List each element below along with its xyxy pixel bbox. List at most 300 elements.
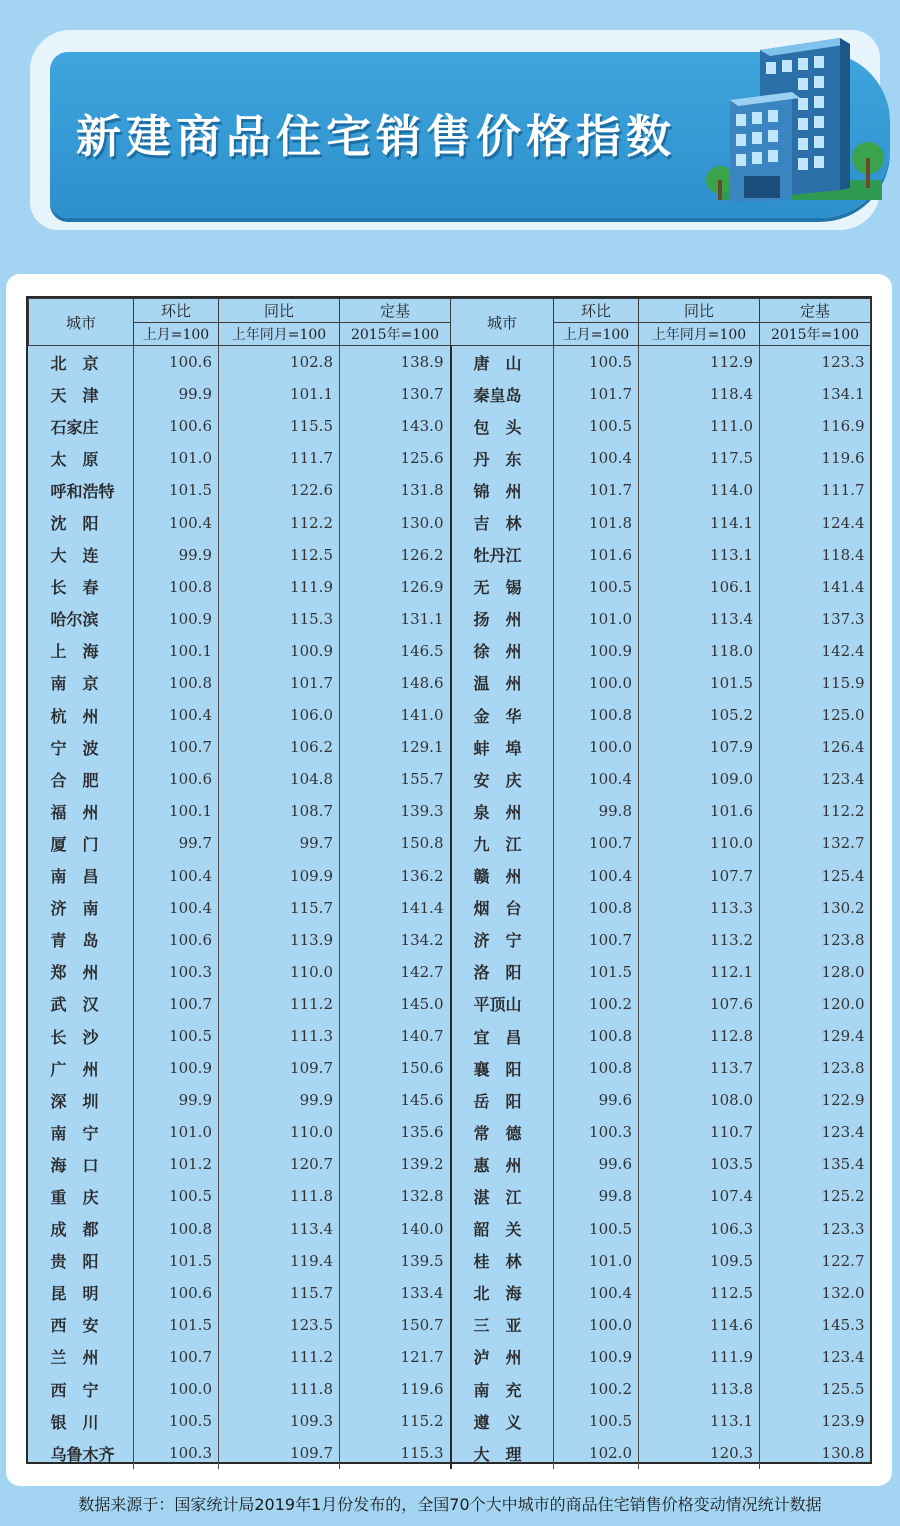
fixed-cell: 141.4 [760, 571, 871, 603]
mom-cell: 100.2 [554, 1373, 639, 1405]
yoy-cell: 113.8 [639, 1373, 760, 1405]
yoy-cell: 114.1 [639, 506, 760, 538]
yoy-cell: 113.2 [639, 924, 760, 956]
yoy-cell: 108.7 [219, 795, 340, 827]
yoy-cell: 107.9 [639, 731, 760, 763]
city-cell: 赣 州 [451, 860, 554, 892]
yoy-cell: 109.0 [639, 763, 760, 795]
price-index-table-frame [26, 296, 872, 1464]
mom-cell: 100.8 [134, 1213, 219, 1245]
yoy-cell: 122.6 [219, 474, 340, 506]
city-cell: 锦 州 [451, 474, 554, 506]
col-header-fixed-right: 定基 [760, 299, 871, 323]
fixed-cell: 123.8 [760, 924, 871, 956]
table-panel [6, 274, 892, 1486]
city-cell: 扬 州 [451, 603, 554, 635]
city-cell: 安 庆 [451, 763, 554, 795]
fixed-cell: 125.4 [760, 860, 871, 892]
city-cell: 银 川 [50, 1412, 99, 1432]
city-cell: 长 沙 [50, 1027, 99, 1047]
mom-cell: 100.4 [554, 1277, 639, 1309]
yoy-cell: 111.9 [219, 571, 340, 603]
city-cell: 贵 阳 [50, 1252, 99, 1272]
fixed-cell: 150.8 [340, 827, 451, 859]
table-row [29, 1116, 871, 1148]
col-subheader-mom-left: 上月=100 [134, 323, 219, 346]
fixed-cell: 138.9 [340, 346, 451, 379]
table-row [29, 539, 871, 571]
fixed-cell: 123.4 [760, 1341, 871, 1373]
city-cell: 秦皇岛 [451, 378, 554, 410]
table-row [29, 956, 871, 988]
fixed-cell: 115.2 [340, 1405, 451, 1437]
city-cell: 丹 东 [451, 442, 554, 474]
city-cell: 牡丹江 [451, 539, 554, 571]
fixed-cell: 130.0 [340, 506, 451, 538]
mom-cell: 100.4 [554, 860, 639, 892]
mom-cell: 99.6 [554, 1084, 639, 1116]
city-cell: 西 安 [50, 1316, 99, 1336]
yoy-cell: 101.1 [219, 378, 340, 410]
col-header-mom-left: 环比 [134, 299, 219, 323]
fixed-cell: 123.4 [760, 763, 871, 795]
city-cell: 韶 关 [451, 1213, 554, 1245]
yoy-cell: 106.0 [219, 699, 340, 731]
mom-cell: 101.5 [134, 1245, 219, 1277]
fixed-cell: 140.7 [340, 1020, 451, 1052]
city-cell: 石家庄 [50, 417, 99, 437]
fixed-cell: 142.4 [760, 635, 871, 667]
yoy-cell: 104.8 [219, 763, 340, 795]
yoy-cell: 113.7 [639, 1052, 760, 1084]
yoy-cell: 99.9 [219, 1084, 340, 1116]
city-cell: 大 理 [451, 1437, 554, 1469]
col-subheader-fixed-right: 2015年=100 [760, 323, 871, 346]
mom-cell: 101.2 [134, 1148, 219, 1180]
table-row [29, 731, 871, 763]
mom-cell: 101.7 [554, 474, 639, 506]
fixed-cell: 139.3 [340, 795, 451, 827]
city-cell: 太 原 [50, 449, 99, 469]
city-cell: 南 昌 [50, 867, 99, 887]
mom-cell: 100.0 [134, 1373, 219, 1405]
yoy-cell: 109.7 [219, 1052, 340, 1084]
fixed-cell: 143.0 [340, 410, 451, 442]
city-cell: 成 都 [50, 1220, 99, 1240]
table-row [29, 1052, 871, 1084]
city-cell: 平顶山 [451, 988, 554, 1020]
city-cell: 宜 昌 [451, 1020, 554, 1052]
fixed-cell: 146.5 [340, 635, 451, 667]
mom-cell: 100.5 [554, 410, 639, 442]
yoy-cell: 111.2 [219, 988, 340, 1020]
fixed-cell: 131.1 [340, 603, 451, 635]
table-row [29, 1213, 871, 1245]
yoy-cell: 120.7 [219, 1148, 340, 1180]
table-row [29, 346, 871, 379]
city-cell: 海 口 [50, 1155, 99, 1175]
table-row [29, 924, 871, 956]
fixed-cell: 150.6 [340, 1052, 451, 1084]
yoy-cell: 114.6 [639, 1309, 760, 1341]
city-cell: 南 京 [50, 674, 99, 694]
mom-cell: 100.9 [554, 635, 639, 667]
fixed-cell: 132.0 [760, 1277, 871, 1309]
city-cell: 合 肥 [50, 770, 99, 790]
city-cell: 乌鲁木齐 [50, 1444, 115, 1464]
city-cell: 烟 台 [451, 892, 554, 924]
city-cell: 岳 阳 [451, 1084, 554, 1116]
table-row [29, 1084, 871, 1116]
yoy-cell: 117.5 [639, 442, 760, 474]
yoy-cell: 115.7 [219, 892, 340, 924]
yoy-cell: 118.0 [639, 635, 760, 667]
fixed-cell: 126.9 [340, 571, 451, 603]
city-cell: 吉 林 [451, 506, 554, 538]
table-row [29, 603, 871, 635]
city-cell: 南 充 [451, 1373, 554, 1405]
table-row [29, 1309, 871, 1341]
mom-cell: 100.3 [554, 1116, 639, 1148]
mom-cell: 100.4 [134, 699, 219, 731]
mom-cell: 100.0 [554, 731, 639, 763]
city-cell: 青 岛 [50, 931, 99, 951]
col-subheader-yoy-left: 上年同月=100 [219, 323, 340, 346]
city-cell: 洛 阳 [451, 956, 554, 988]
yoy-cell: 113.4 [639, 603, 760, 635]
mom-cell: 100.8 [134, 667, 219, 699]
fixed-cell: 135.6 [340, 1116, 451, 1148]
yoy-cell: 109.3 [219, 1405, 340, 1437]
col-header-mom-right: 环比 [554, 299, 639, 323]
building-icon [700, 30, 890, 220]
table-row [29, 795, 871, 827]
city-cell: 包 头 [451, 410, 554, 442]
mom-cell: 100.4 [134, 892, 219, 924]
mom-cell: 101.0 [554, 603, 639, 635]
fixed-cell: 134.1 [760, 378, 871, 410]
table-row [29, 506, 871, 538]
city-cell: 呼和浩特 [50, 481, 115, 501]
fixed-cell: 142.7 [340, 956, 451, 988]
yoy-cell: 113.4 [219, 1213, 340, 1245]
yoy-cell: 103.5 [639, 1148, 760, 1180]
mom-cell: 100.0 [554, 667, 639, 699]
fixed-cell: 129.4 [760, 1020, 871, 1052]
mom-cell: 99.8 [554, 1180, 639, 1212]
table-row [29, 699, 871, 731]
city-cell: 昆 明 [50, 1284, 99, 1304]
table-row [29, 827, 871, 859]
city-cell: 惠 州 [451, 1148, 554, 1180]
table-row [29, 1341, 871, 1373]
col-header-city-right: 城市 [451, 299, 554, 346]
yoy-cell: 120.3 [639, 1437, 760, 1469]
fixed-cell: 131.8 [340, 474, 451, 506]
mom-cell: 99.8 [554, 795, 639, 827]
table-row [29, 988, 871, 1020]
mom-cell: 100.8 [554, 1020, 639, 1052]
fixed-cell: 116.9 [760, 410, 871, 442]
mom-cell: 100.7 [554, 827, 639, 859]
fixed-cell: 125.2 [760, 1180, 871, 1212]
fixed-cell: 123.3 [760, 1213, 871, 1245]
col-header-fixed-left: 定基 [340, 299, 451, 323]
fixed-cell: 123.9 [760, 1405, 871, 1437]
yoy-cell: 113.3 [639, 892, 760, 924]
city-cell: 蚌 埠 [451, 731, 554, 763]
mom-cell: 100.6 [134, 763, 219, 795]
yoy-cell: 119.4 [219, 1245, 340, 1277]
yoy-cell: 102.8 [219, 346, 340, 379]
col-subheader-fixed-left: 2015年=100 [340, 323, 451, 346]
yoy-cell: 109.7 [219, 1437, 340, 1469]
fixed-cell: 130.8 [760, 1437, 871, 1469]
fixed-cell: 145.0 [340, 988, 451, 1020]
city-cell: 武 汉 [50, 995, 99, 1015]
table-row [29, 667, 871, 699]
city-cell: 上 海 [50, 642, 99, 662]
table-row [29, 474, 871, 506]
table-row [29, 1277, 871, 1309]
yoy-cell: 112.9 [639, 346, 760, 379]
yoy-cell: 107.7 [639, 860, 760, 892]
mom-cell: 99.9 [134, 1084, 219, 1116]
col-header-yoy-left: 同比 [219, 299, 340, 323]
city-cell: 桂 林 [451, 1245, 554, 1277]
col-subheader-mom-right: 上月=100 [554, 323, 639, 346]
city-cell: 重 庆 [50, 1187, 99, 1207]
mom-cell: 100.5 [554, 571, 639, 603]
yoy-cell: 101.6 [639, 795, 760, 827]
fixed-cell: 125.0 [760, 699, 871, 731]
mom-cell: 101.5 [554, 956, 639, 988]
fixed-cell: 150.7 [340, 1309, 451, 1341]
table-row [29, 571, 871, 603]
mom-cell: 99.9 [134, 539, 219, 571]
col-header-city-left: 城市 [29, 299, 134, 346]
mom-cell: 100.7 [134, 988, 219, 1020]
mom-cell: 100.6 [134, 410, 219, 442]
fixed-cell: 123.8 [760, 1052, 871, 1084]
city-cell: 湛 江 [451, 1180, 554, 1212]
fixed-cell: 135.4 [760, 1148, 871, 1180]
mom-cell: 101.0 [554, 1245, 639, 1277]
yoy-cell: 113.1 [639, 539, 760, 571]
table-row [29, 1148, 871, 1180]
fixed-cell: 121.7 [340, 1341, 451, 1373]
yoy-cell: 101.7 [219, 667, 340, 699]
yoy-cell: 112.1 [639, 956, 760, 988]
fixed-cell: 119.6 [340, 1373, 451, 1405]
mom-cell: 102.0 [554, 1437, 639, 1469]
mom-cell: 100.9 [554, 1341, 639, 1373]
fixed-cell: 134.2 [340, 924, 451, 956]
mom-cell: 100.0 [554, 1309, 639, 1341]
yoy-cell: 123.5 [219, 1309, 340, 1341]
city-cell: 襄 阳 [451, 1052, 554, 1084]
yoy-cell: 112.2 [219, 506, 340, 538]
fixed-cell: 130.2 [760, 892, 871, 924]
city-cell: 西 宁 [50, 1380, 99, 1400]
fixed-cell: 140.0 [340, 1213, 451, 1245]
fixed-cell: 122.9 [760, 1084, 871, 1116]
mom-cell: 100.3 [134, 956, 219, 988]
yoy-cell: 111.3 [219, 1020, 340, 1052]
yoy-cell: 107.6 [639, 988, 760, 1020]
fixed-cell: 126.4 [760, 731, 871, 763]
yoy-cell: 118.4 [639, 378, 760, 410]
mom-cell: 100.8 [554, 1052, 639, 1084]
yoy-cell: 111.8 [219, 1180, 340, 1212]
city-cell: 福 州 [50, 802, 99, 822]
fixed-cell: 129.1 [340, 731, 451, 763]
yoy-cell: 111.0 [639, 410, 760, 442]
fixed-cell: 137.3 [760, 603, 871, 635]
fixed-cell: 125.6 [340, 442, 451, 474]
city-cell: 三 亚 [451, 1309, 554, 1341]
city-cell: 唐 山 [451, 346, 554, 379]
mom-cell: 99.9 [134, 378, 219, 410]
fixed-cell: 132.8 [340, 1180, 451, 1212]
table-row [29, 378, 871, 410]
price-index-table [28, 298, 871, 1469]
city-cell: 广 州 [50, 1059, 99, 1079]
mom-cell: 100.4 [554, 442, 639, 474]
fixed-cell: 130.7 [340, 378, 451, 410]
city-cell: 无 锡 [451, 571, 554, 603]
mom-cell: 100.5 [134, 1180, 219, 1212]
yoy-cell: 110.0 [219, 956, 340, 988]
table-row [29, 442, 871, 474]
city-cell: 沈 阳 [50, 514, 99, 534]
fixed-cell: 123.3 [760, 346, 871, 379]
yoy-cell: 111.8 [219, 1373, 340, 1405]
yoy-cell: 112.5 [639, 1277, 760, 1309]
yoy-cell: 115.5 [219, 410, 340, 442]
table-row [29, 410, 871, 442]
mom-cell: 100.3 [134, 1437, 219, 1469]
fixed-cell: 119.6 [760, 442, 871, 474]
yoy-cell: 113.9 [219, 924, 340, 956]
city-cell: 厦 门 [50, 834, 99, 854]
fixed-cell: 139.5 [340, 1245, 451, 1277]
fixed-cell: 115.9 [760, 667, 871, 699]
fixed-cell: 122.7 [760, 1245, 871, 1277]
mom-cell: 100.1 [134, 635, 219, 667]
table-row [29, 892, 871, 924]
mom-cell: 100.4 [134, 506, 219, 538]
mom-cell: 100.6 [134, 924, 219, 956]
city-cell: 天 津 [50, 385, 99, 405]
city-cell: 济 宁 [451, 924, 554, 956]
fixed-cell: 111.7 [760, 474, 871, 506]
fixed-cell: 145.6 [340, 1084, 451, 1116]
yoy-cell: 111.9 [639, 1341, 760, 1373]
city-cell: 兰 州 [50, 1348, 99, 1368]
yoy-cell: 109.5 [639, 1245, 760, 1277]
city-cell: 徐 州 [451, 635, 554, 667]
fixed-cell: 112.2 [760, 795, 871, 827]
fixed-cell: 128.0 [760, 956, 871, 988]
mom-cell: 101.6 [554, 539, 639, 571]
fixed-cell: 125.5 [760, 1373, 871, 1405]
city-cell: 常 德 [451, 1116, 554, 1148]
mom-cell: 100.7 [134, 1341, 219, 1373]
table-row [29, 860, 871, 892]
fixed-cell: 132.7 [760, 827, 871, 859]
yoy-cell: 99.7 [219, 827, 340, 859]
city-cell: 北 海 [451, 1277, 554, 1309]
fixed-cell: 155.7 [340, 763, 451, 795]
fixed-cell: 115.3 [340, 1437, 451, 1469]
mom-cell: 100.2 [554, 988, 639, 1020]
yoy-cell: 110.0 [639, 827, 760, 859]
table-row [29, 1180, 871, 1212]
fixed-cell: 139.2 [340, 1148, 451, 1180]
city-cell: 郑 州 [50, 963, 99, 983]
fixed-cell: 124.4 [760, 506, 871, 538]
mom-cell: 101.8 [554, 506, 639, 538]
yoy-cell: 111.2 [219, 1341, 340, 1373]
city-cell: 哈尔滨 [50, 610, 99, 630]
yoy-cell: 106.1 [639, 571, 760, 603]
yoy-cell: 113.1 [639, 1405, 760, 1437]
mom-cell: 101.5 [134, 1309, 219, 1341]
yoy-cell: 101.5 [639, 667, 760, 699]
mom-cell: 100.5 [134, 1020, 219, 1052]
fixed-cell: 145.3 [760, 1309, 871, 1341]
mom-cell: 100.6 [134, 1277, 219, 1309]
table-row [29, 1020, 871, 1052]
mom-cell: 100.4 [554, 763, 639, 795]
yoy-cell: 108.0 [639, 1084, 760, 1116]
city-cell: 大 连 [50, 546, 99, 566]
yoy-cell: 110.0 [219, 1116, 340, 1148]
yoy-cell: 107.4 [639, 1180, 760, 1212]
table-row [29, 1245, 871, 1277]
fixed-cell: 126.2 [340, 539, 451, 571]
city-cell: 长 春 [50, 578, 99, 598]
city-cell: 南 宁 [50, 1123, 99, 1143]
table-row [29, 1437, 871, 1469]
yoy-cell: 111.7 [219, 442, 340, 474]
mom-cell: 101.5 [134, 474, 219, 506]
fixed-cell: 136.2 [340, 860, 451, 892]
yoy-cell: 109.9 [219, 860, 340, 892]
city-cell: 宁 波 [50, 738, 99, 758]
table-row [29, 635, 871, 667]
fixed-cell: 120.0 [760, 988, 871, 1020]
col-subheader-yoy-right: 上年同月=100 [639, 323, 760, 346]
mom-cell: 100.7 [134, 731, 219, 763]
table-body [29, 346, 871, 1470]
fixed-cell: 141.4 [340, 892, 451, 924]
mom-cell: 100.6 [134, 346, 219, 379]
city-cell: 北 京 [50, 353, 99, 373]
mom-cell: 100.9 [134, 1052, 219, 1084]
table-row [29, 1405, 871, 1437]
city-cell: 金 华 [451, 699, 554, 731]
city-cell: 九 江 [451, 827, 554, 859]
yoy-cell: 114.0 [639, 474, 760, 506]
mom-cell: 99.6 [554, 1148, 639, 1180]
yoy-cell: 110.7 [639, 1116, 760, 1148]
city-cell: 杭 州 [50, 706, 99, 726]
fixed-cell: 123.4 [760, 1116, 871, 1148]
mom-cell: 100.4 [134, 860, 219, 892]
data-source-note: 数据来源于：国家统计局2019年1月份发布的，全国70个大中城市的商品住宅销售价格变动情况统计数据 [78, 1495, 822, 1514]
